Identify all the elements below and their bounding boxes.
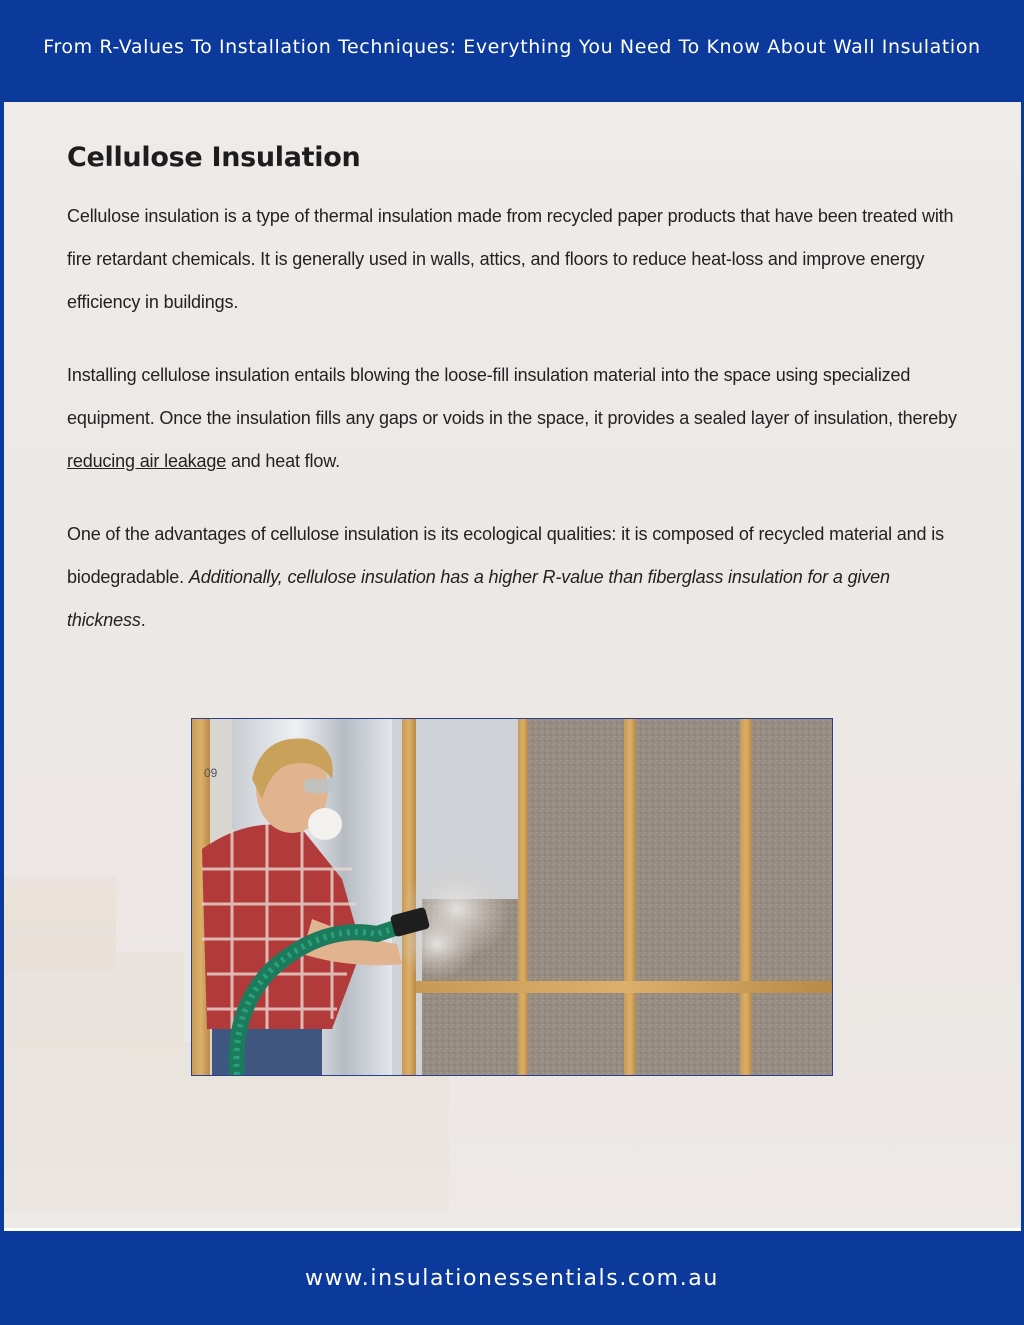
footer-bar — [0, 1234, 1024, 1325]
paragraph-installation — [67, 354, 967, 483]
paragraph-text: . — [140, 610, 146, 630]
cellulose-installation-photo — [191, 718, 833, 1076]
section-heading: Cellulose Insulation — [67, 142, 361, 173]
paragraph-text: Installing cellulose insulation entails blowing the loose-fill insulation material into the space using specialized equipment. Once the insulation fills any gaps or voids in the space, it provides a sealed layer of insulation, thereby — [67, 365, 957, 428]
paragraph-definition: Cellulose insulation is a type of thermal insulation made from recycled paper products that have been treated with fire retardant chemicals. It is generally used in walls, attics, and floors to reduce heat-loss and improve energy efficiency in buildings. — [67, 206, 954, 312]
paragraph-text: and heat flow. — [226, 451, 340, 471]
article-content — [67, 142, 967, 672]
stud-label: 09 — [204, 766, 218, 780]
header-bar — [0, 0, 1024, 100]
italic-emphasis: Additionally, cellulose insulation has a higher R-value than fiberglass insulation for a given thickness — [67, 567, 890, 630]
paragraph-advantages — [67, 513, 967, 642]
footer-website-url[interactable]: www.insulationessentials.com.au — [305, 1266, 719, 1291]
page-header-title: From R-Values To Installation Techniques: Everything You Need To Know About Wall Insulation — [43, 36, 981, 58]
page-body — [4, 102, 1021, 1231]
photo-illustration — [192, 719, 832, 1075]
reducing-air-leakage-link[interactable]: reducing air leakage — [67, 451, 227, 471]
paragraph-text: One of the advantages of cellulose insulation is its ecological qualities: it is composed of recycled material and is biodegradable. — [67, 524, 944, 587]
